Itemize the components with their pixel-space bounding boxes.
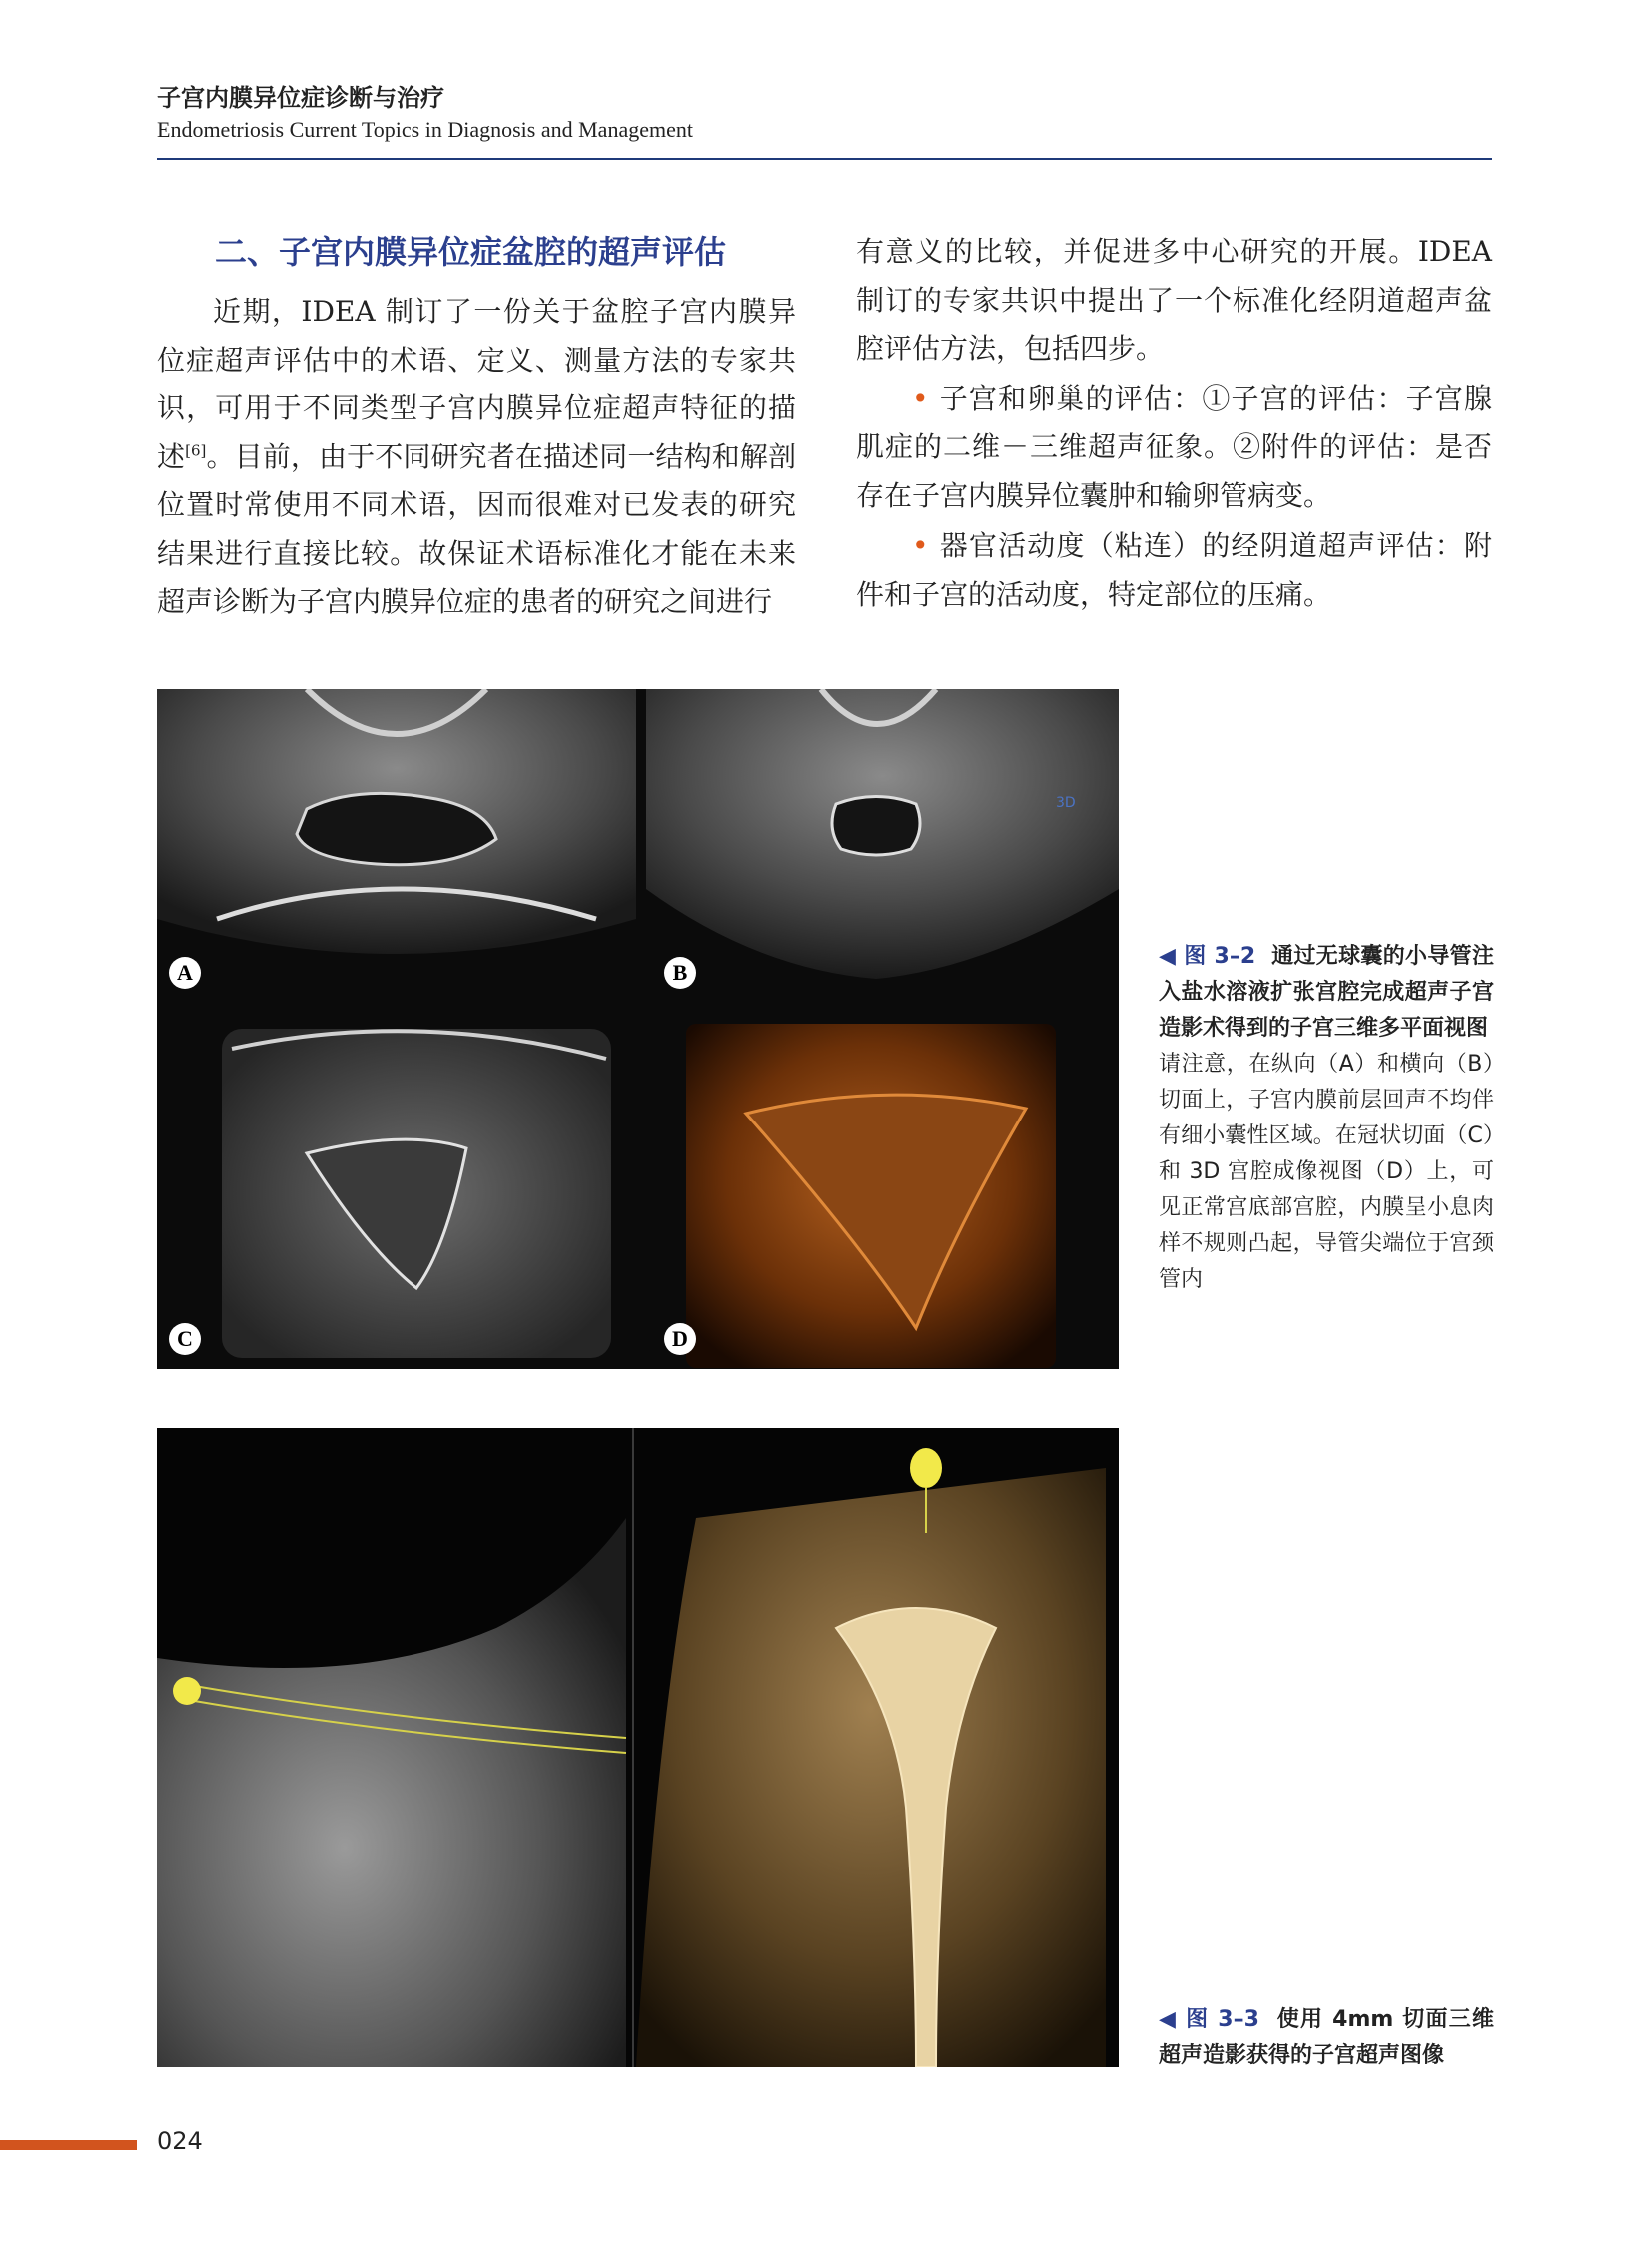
bullet-dot: •: [912, 529, 929, 562]
caption-title: [1159, 2002, 1494, 2074]
panel-label-a: A: [169, 957, 201, 989]
list-item-text: 器官活动度（粘连）的经阴道超声评估：附件和子宫的活动度，特定部位的压痛。: [856, 529, 1492, 611]
panel-label-c: C: [169, 1323, 201, 1355]
list-item-text: 子宫和卵巢的评估：①子宫的评估：子宫腺肌症的二维－三维超声征象。②附件的评估：是否存在子宫内膜异位囊肿和输卵管病变。: [856, 381, 1492, 512]
3d-tag: 3D: [1056, 795, 1076, 811]
ultrasound-image: [157, 689, 1119, 1369]
running-head-english: Endometriosis Current Topics in Diagnosis and Management: [157, 117, 693, 142]
figure-number: ◀ 图 3–2: [1159, 944, 1256, 969]
caption-title: [1159, 939, 1494, 1047]
figure-3-2-caption: [1159, 939, 1494, 1298]
panel-label-b: B: [664, 957, 696, 989]
caption-title-text: 通过无球囊的小导管注入盐水溶液扩张宫腔完成超声子宫造影术得到的子宫三维多平面视图: [1159, 944, 1494, 1041]
citation-ref: [6]: [185, 441, 207, 460]
section-title: 二、子宫内膜异位症盆腔的超声评估: [215, 233, 727, 271]
footer-accent-bar: [0, 2140, 137, 2150]
figure-3-3-caption: [1159, 2002, 1494, 2074]
figure-3-3-ultrasound-image: [157, 1428, 1119, 2067]
body-paragraph-continued: 有意义的比较，并促进多中心研究的开展。IDEA 制订的专家共识中提出了一个标准化经阴道超声盆腔评估方法，包括四步。: [856, 235, 1492, 365]
text-column-right: [856, 228, 1492, 619]
caption-body: 请注意，在纵向（A）和横向（B）切面上，子宫内膜前层回声不均伴有细小囊性区域。在冠状切面（C）和 3D 宫腔成像视图（D）上，可见正常宫底部宫腔，内膜呈小息肉样不规则凸起，导管尖端位于宫颈管内: [1159, 1052, 1494, 1292]
caption-title-text: 使用 4mm 切面三维超声造影获得的子宫超声图像: [1159, 2007, 1495, 2068]
text-column-left: [157, 228, 796, 627]
panel-label-d: D: [664, 1323, 696, 1355]
bullet-dot: •: [912, 381, 929, 415]
ultrasound-image: [157, 1428, 1119, 2067]
body-paragraph: [157, 288, 796, 627]
running-head-chinese: 子宫内膜异位症诊断与治疗: [157, 84, 444, 112]
header-rule: [157, 158, 1492, 160]
paragraph-text: 近期，IDEA 制订了一份关于盆腔子宫内膜异位症超声评估中的术语、定义、测量方法的专家共识，可用于不同类型子宫内膜异位症超声特征的描述: [157, 295, 796, 473]
figure-number: ◀ 图 3–3: [1159, 2007, 1259, 2032]
list-item: [856, 522, 1492, 619]
list-item: [856, 375, 1492, 521]
page-number: 024: [157, 2127, 203, 2155]
paragraph-text-cont: 。目前，由于不同研究者在描述同一结构和解剖位置时常使用不同术语，因而很难对已发表的研究结果进行直接比较。故保证术语标准化才能在未来超声诊断为子宫内膜异位症的患者的研究之间进行: [157, 439, 796, 618]
figure-3-2-ultrasound-panels: [157, 689, 1119, 1369]
